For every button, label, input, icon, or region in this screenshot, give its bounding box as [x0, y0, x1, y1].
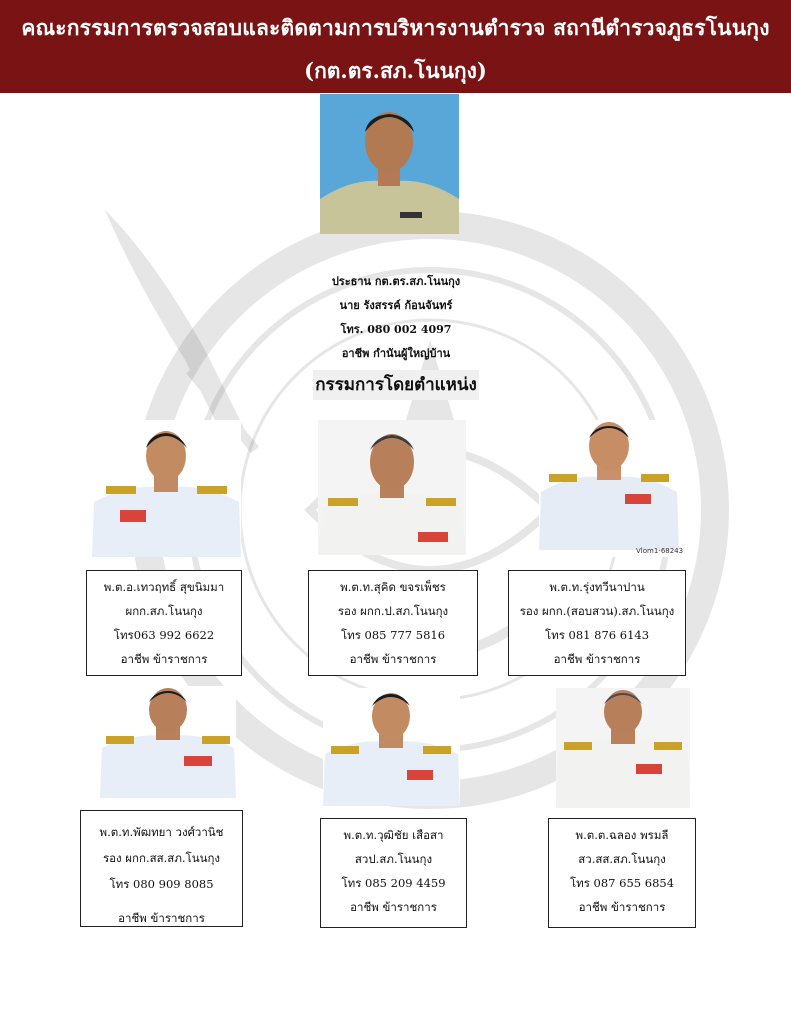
- member-name: พ.ต.อ.เทวฤทธิ์ สุขนิมมา: [103, 580, 225, 594]
- member-position: รอง ผกก.(สอบสวน).สภ.โนนกุง: [519, 604, 675, 618]
- president-name: นาย รังสรรค์ ก้อนจันทร์: [339, 299, 453, 312]
- member-card: [86, 570, 242, 676]
- member-name: พ.ต.ท.พัฒทยา วงศ์วานิช: [99, 825, 224, 839]
- member-phone: โทร 085 209 4459: [341, 876, 446, 890]
- member-card: [80, 810, 243, 927]
- member-photo: [100, 686, 236, 798]
- president-info: [290, 270, 502, 366]
- member-position: รอง ผกก.ป.สภ.โนนกุง: [337, 604, 449, 618]
- member-occupation: อาชีพ ข้าราชการ: [553, 652, 641, 666]
- photo-code: Vlom1-68243: [636, 547, 684, 555]
- member-occupation: อาชีพ ข้าราชการ: [118, 911, 205, 925]
- president-photo: [320, 94, 459, 234]
- header-subtitle: (กต.ตร.สภ.โนนกุง): [304, 58, 487, 83]
- member-photo: [318, 420, 466, 555]
- section-title: กรรมการโดยตำแหน่ง: [313, 370, 479, 400]
- header-title: คณะกรรมการตรวจสอบและติดตามการบริหารงานตำรวจ สถานีตำรวจภูธรโนนกุง: [21, 15, 770, 40]
- member-occupation: อาชีพ ข้าราชการ: [349, 652, 437, 666]
- page-header: [0, 0, 791, 93]
- member-name: พ.ต.ต.ฉลอง พรมลี: [575, 828, 669, 842]
- member-name: พ.ต.ท.วุฒิชัย เสือสา: [343, 828, 444, 842]
- member-position: ผกก.สภ.โนนกุง: [125, 604, 203, 618]
- member-photo: [92, 420, 241, 557]
- president-role: ประธาน กต.ตร.สภ.โนนกุง: [331, 275, 461, 288]
- member-phone: โทร 085 777 5816: [340, 628, 446, 642]
- president-occupation: อาชีพ กำนันผู้ใหญ่บ้าน: [341, 347, 451, 360]
- member-card: [308, 570, 478, 676]
- member-phone: โทร063 992 6622: [113, 628, 215, 642]
- member-phone: โทร 081 876 6143: [544, 628, 650, 642]
- member-phone: โทร 087 655 6854: [569, 876, 675, 890]
- president-phone: โทร. 080 002 4097: [340, 323, 452, 336]
- member-card: [320, 818, 467, 928]
- member-position: สวป.สภ.โนนกุง: [354, 852, 433, 866]
- member-occupation: อาชีพ ข้าราชการ: [120, 652, 208, 666]
- member-phone: โทร 080 909 8085: [109, 877, 214, 891]
- member-occupation: อาชีพ ข้าราชการ: [578, 900, 666, 914]
- member-photo: [556, 688, 690, 808]
- member-position: รอง ผกก.สส.สภ.โนนกุง: [102, 851, 221, 865]
- member-card: [548, 818, 696, 928]
- member-position: สว.สส.สภ.โนนกุง: [578, 852, 666, 866]
- member-name: พ.ต.ท.สุคิด ขจรเพ็ชร: [340, 580, 446, 594]
- member-card: [508, 570, 686, 676]
- member-occupation: อาชีพ ข้าราชการ: [350, 900, 437, 914]
- member-photo: [323, 688, 460, 806]
- member-name: พ.ต.ท.รุ่งทวีนาปาน: [549, 580, 645, 594]
- member-photo: [539, 420, 679, 557]
